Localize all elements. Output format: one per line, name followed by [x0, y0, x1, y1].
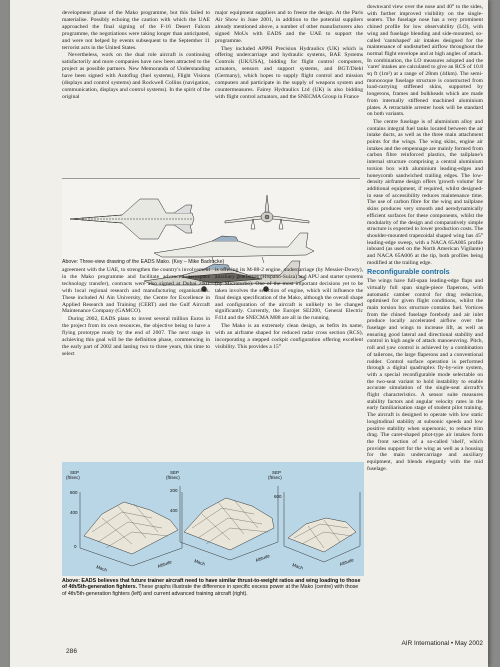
paragraph: is offering its M-88-2 engine, undercarriage (by Messier-Dowty), auxiliary gearboxes (Hispano-Suiza) and APU and starter systems (by Microturbo). One of the most important decisions yet to be taken involves the selection of engine, which will influence the final design specification of the Mako, although the overall shape and configuration of the aircraft is unlikely to be changed significantly. Currently, the Eurojet SEJ200, General Electric F414 and the SNECMA M88 are all in the running.: [215, 267, 363, 322]
magazine-footer: AIR International • May 2002: [401, 640, 483, 647]
sep-unit: (ft/sec): [268, 475, 282, 480]
column-1-top: [62, 10, 210, 102]
tick-label: 200: [170, 488, 178, 493]
axis-mach: Mach: [291, 562, 304, 571]
tick-label: 0: [74, 544, 77, 549]
axis-altitude: Altitude: [254, 553, 271, 563]
tick-label: 800: [70, 490, 78, 495]
axis-altitude: Altitude: [338, 557, 355, 567]
axis-mach: Mach: [95, 564, 108, 573]
sep-chart-left: [66, 470, 182, 573]
paragraph: During 2002, EADS plans to invest several million Euros in the project from its own resources, the objective being to have a flying prototype ready by the end of 2007. The next stage in achieving this goal will be the definition phase, commencing in the early part of 2002 and lasting two to three years, this time to select: [62, 316, 210, 357]
paragraph: agreement with the UAE, to strengthen the country's involvement in the Mako programme and facilitate advanced aerospace technology transfer), contracts were also signed at Dubai 2001 with local regional research and manufacturing organisations. These included Al Ain University, the Centre for Excellence in Applied Research and Training (CERT) and the Gulf Aircraft Maintenance Company (GAMCO).: [62, 267, 210, 315]
sep-label: SEP: [272, 470, 282, 475]
paragraph: The wings have full-span leading-edge flaps and virtually full span single-piece flaperons, with automatic camber control for drag reduction, optimised for given flight conditions, whilst the main torsion box structure contains fuel. Vortices from the chined fuselage forebody and air inlet produce locally accelerated airflow over the fuselage and wings to increase lift, as well as ensuring good lateral and directional stability and control in high angle of attack manoeuvring. Pitch, roll and yaw control is achieved by a combination of tailerons, the large flaperons and a conventional rudder. Control surface operation is performed through a digital quadruplex fly-by-wire system, with a special reconfigurable mode selectable on the two-seat variant to hold instability to enable accurate simulation of the single-seat aircraft's flight characteristics. A sensor suite measures stability factors and angular velocity rates in the early familiarisation stage of student pilot training. The aircraft is designed to operate with low static longitudinal stability at subsonic speeds and low positive stability when supersonic, to reduce trim drag. The caret-shaped pitot-type air intakes form the front section of a so-called 'shell', which provides support for the wing as well as a housing for the main undercarriage and auxiliary equipment, and blends elegantly with the mid fuselage.: [367, 278, 483, 472]
chart-caption-rest: These graphs illustrate the difference in specific excess power at the Mako (centre) with those of 4th/5th-generation fighters (left) and current advanced training aircraft (right).: [62, 584, 359, 597]
sep-label: SEP: [70, 470, 80, 475]
tick-label: 400: [70, 510, 78, 515]
column-2-bottom: [215, 267, 363, 352]
page-number: 286: [66, 648, 78, 655]
axis-mach: Mach: [193, 558, 206, 567]
magazine-page: [10, 0, 488, 667]
sep-unit: (ft/sec): [66, 475, 80, 480]
sep-charts: [62, 462, 364, 576]
paragraph: The Mako is an extremely clean design, as befits its name, with an airframe shaped for reduced radar cross section (RCS), incorporating a stepped cockpit configuration offering excellent visibility. This provides a 15°: [215, 323, 363, 350]
paragraph: Nevertheless, work on the dual role aircraft is continuing satisfactorily and more companies have now been attracted to the project as possible partners. New Memoranda of Understanding have been signed with Autoflug (fuel systems), Flight Visions (displays and control systems) and Rockwell Collins (navigation, communication, displays and control systems). In the spirit of the original: [62, 52, 210, 100]
chart-caption: [62, 578, 364, 597]
paragraph: The centre fuselage is of aluminium alloy and contains integral fuel tanks located between the air intake ducts, as well as the three main attachment points for the wings. The wing skins, engine air intakes and the empennage are mainly formed from carbon fibre reinforced plastics, the tailplane's internal structure comprising a central aluminium torsion box with aluminium leading-edges and honeycomb sandwiched trailing edges. The low-density airframe design offers 'growth volume' for additional equipment, if required, whilst designed-in ease of accessibility reduces maintenance time. The use of carbon fibre for the wing and tailplane skins produces very smooth and aerodynamically efficient surfaces for these components, whilst the modularity of the design and comparatively simple structure is expected to lower production costs. The shoulder-mounted trapezoidal shaped wing has 45° leading-edge sweep, with a NACA 65A005 profile inboard (as used on the North American Vigilante) and NACA 65A006 at the tip, both profiles being modified at the trailing edge.: [367, 118, 483, 266]
column-3: [367, 4, 483, 474]
paragraph: major equipment suppliers and to freeze the design. At the Paris Air Show in June 2001, in addition to the potential suppliers already mentioned above, a number of other manufacturers also signed MoUs with EADS and the UAE to support the programme.: [215, 10, 363, 44]
axis-altitude: Altitude: [156, 559, 173, 569]
column-2-top: [215, 10, 363, 102]
paragraph: They included APPH Precision Hydraulics (UK) which is offering undercarriage and hydraulic systems, BAE Systems Controls (UK/USA), bidding for flight control computers, actuators, sensors and support systems, and BGT/Diehl (Germany), which hopes to supply flight control and mission computers and participate in the supply of weapons system and countermeasures. Fairey Hydraulics Ltd (UK) is also bidding with flight control actuators, and the SNECMA Group in France: [215, 45, 363, 100]
tick-label: 600: [274, 494, 282, 499]
chart-caption-bold: Above: EADS believes that future trainer aircraft need to have similar thrust-to-weight ratios and wing loading to those of 4th/5th-generation fighters.: [62, 578, 361, 591]
sep-chart-centre: [166, 470, 278, 567]
sep-unit: (ft/sec): [166, 475, 180, 480]
sep-label: SEP: [170, 470, 180, 475]
paragraph: downward view over the nose and 40° to the sides, with further improved visibility on the single-seaters. The fuselage nose has a very prominent chined profile for low observability (LO), with wing and fuselage blending and side-mounted, so-called 'cantshaped' air intakes designed for the maintenance of undisturbed airflow throughout the normal flight envelope and at high angles of attack. In combination, the LO measures adopted and the 'caret' intakes are calculated to give an RCS of 10.8 sq ft (1m²) at a range of 28nm (44km). The semi-monocoque fuselage structure is constructed from load-carrying stiffened skins, supported by longerons, frames and bulkheads which are made from internally stiffened machined aluminium plates. A retractable arrester hook will be standard on both variants.: [367, 4, 483, 118]
column-1-bottom: [62, 267, 210, 359]
paragraph: development phase of the Mako programme, but this failed to materialise. Possibly echoing the caution with which the UAE approached the final signing of the F-16 Desert Falcon programme, the negotiations were taking longer than anticipated, and were not helped by events subsequent to the September 11 terrorist acts in the United States.: [62, 10, 210, 51]
sep-chart-right: [268, 470, 360, 571]
section-heading: Reconfigurable controls: [367, 267, 450, 277]
tick-label: 400: [170, 508, 178, 513]
drawing-caption: Above: Three-view drawing of the EADS Mako. (Key – Mike Badrocke): [62, 259, 225, 265]
sep-charts-svg: [62, 462, 364, 576]
